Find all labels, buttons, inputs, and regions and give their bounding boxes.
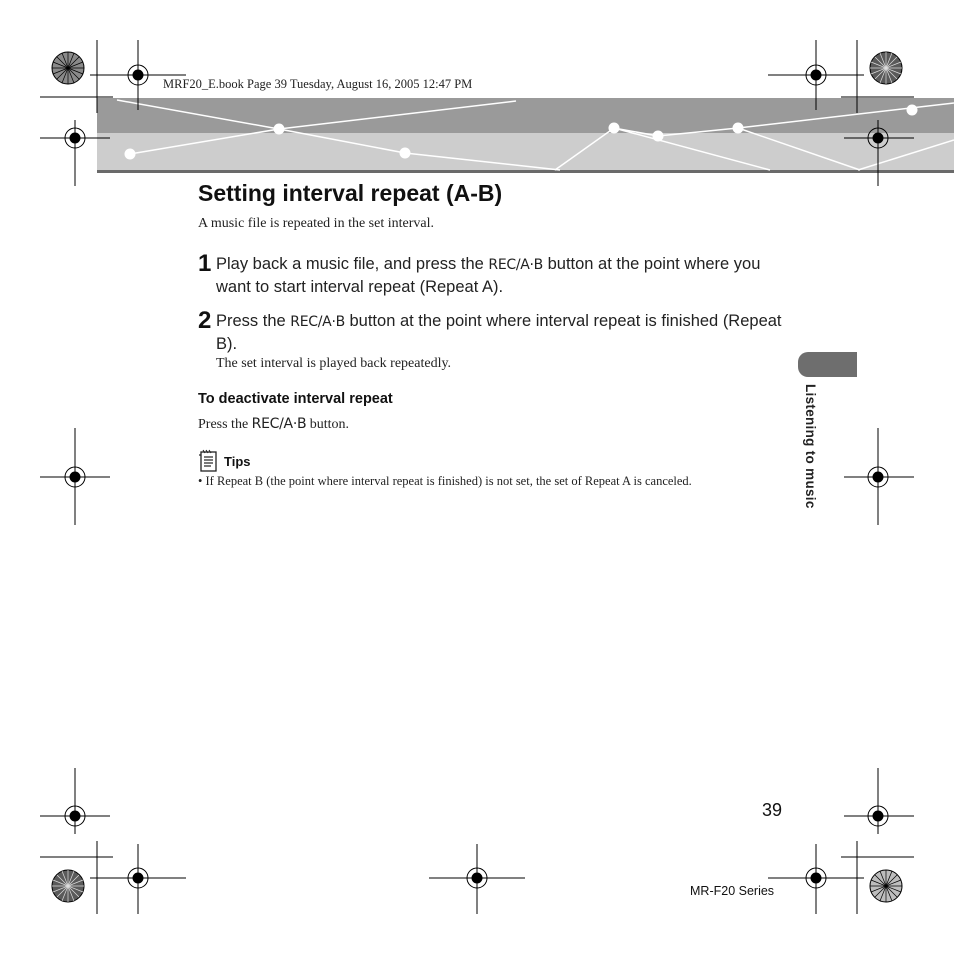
starburst-icon: [870, 870, 902, 902]
tip-item: • If Repeat B (the point where interval repeat is finished) is not set, the set of Repeat A is canceled.: [198, 474, 692, 488]
starburst-icon: [870, 52, 902, 84]
intro-text: A music file is repeated in the set interval.: [198, 216, 434, 231]
step-2-note: The set interval is played back repeatedly.: [216, 356, 452, 371]
starburst-icon: [52, 52, 84, 84]
step-number: 1: [198, 250, 212, 277]
step-2: [198, 307, 788, 355]
crosshair-icon: [429, 844, 525, 914]
page-title: Setting interval repeat (A-B): [198, 180, 503, 206]
step-number: 2: [198, 307, 212, 334]
deactivate-text-before: Press the: [198, 417, 249, 432]
tips-label: Tips: [224, 454, 251, 469]
crosshair-icon: [844, 768, 914, 834]
step-1: [198, 250, 788, 298]
header-banner: [97, 98, 954, 173]
page-number: 39: [762, 800, 783, 820]
chapter-tab: [798, 352, 857, 377]
step-text: [216, 253, 788, 298]
step-text: [216, 310, 788, 355]
series-label: MR-F20 Series: [690, 884, 775, 898]
chapter-label: Listening to music: [803, 384, 818, 509]
step-text-before: Play back a music file, and press the: [216, 255, 484, 273]
rec-ab-button-label: REC/A·B: [251, 416, 307, 432]
memo-icon: [197, 449, 221, 473]
deactivate-heading: To deactivate interval repeat: [198, 391, 393, 407]
starburst-icon: [52, 870, 84, 902]
step-text-after: button at the point where interval repeat is finished (Repeat B).: [216, 312, 782, 353]
step-text-before: Press the: [216, 312, 286, 330]
crosshair-icon: [844, 428, 914, 525]
rec-ab-button-label: REC/A·B: [488, 257, 543, 273]
deactivate-text: [198, 416, 349, 433]
crosshair-icon: [768, 844, 864, 914]
crosshair-icon: [40, 768, 110, 834]
crosshair-icon: [40, 428, 110, 525]
deactivate-text-after: button.: [309, 417, 350, 432]
file-header: MRF20_E.book Page 39 Tuesday, August 16, 2005 12:47 PM: [163, 77, 473, 91]
rec-ab-button-label: REC/A·B: [290, 314, 345, 330]
step-text-after: button at the point where you want to start interval repeat (Repeat A).: [216, 255, 761, 296]
crosshair-icon: [90, 844, 186, 914]
